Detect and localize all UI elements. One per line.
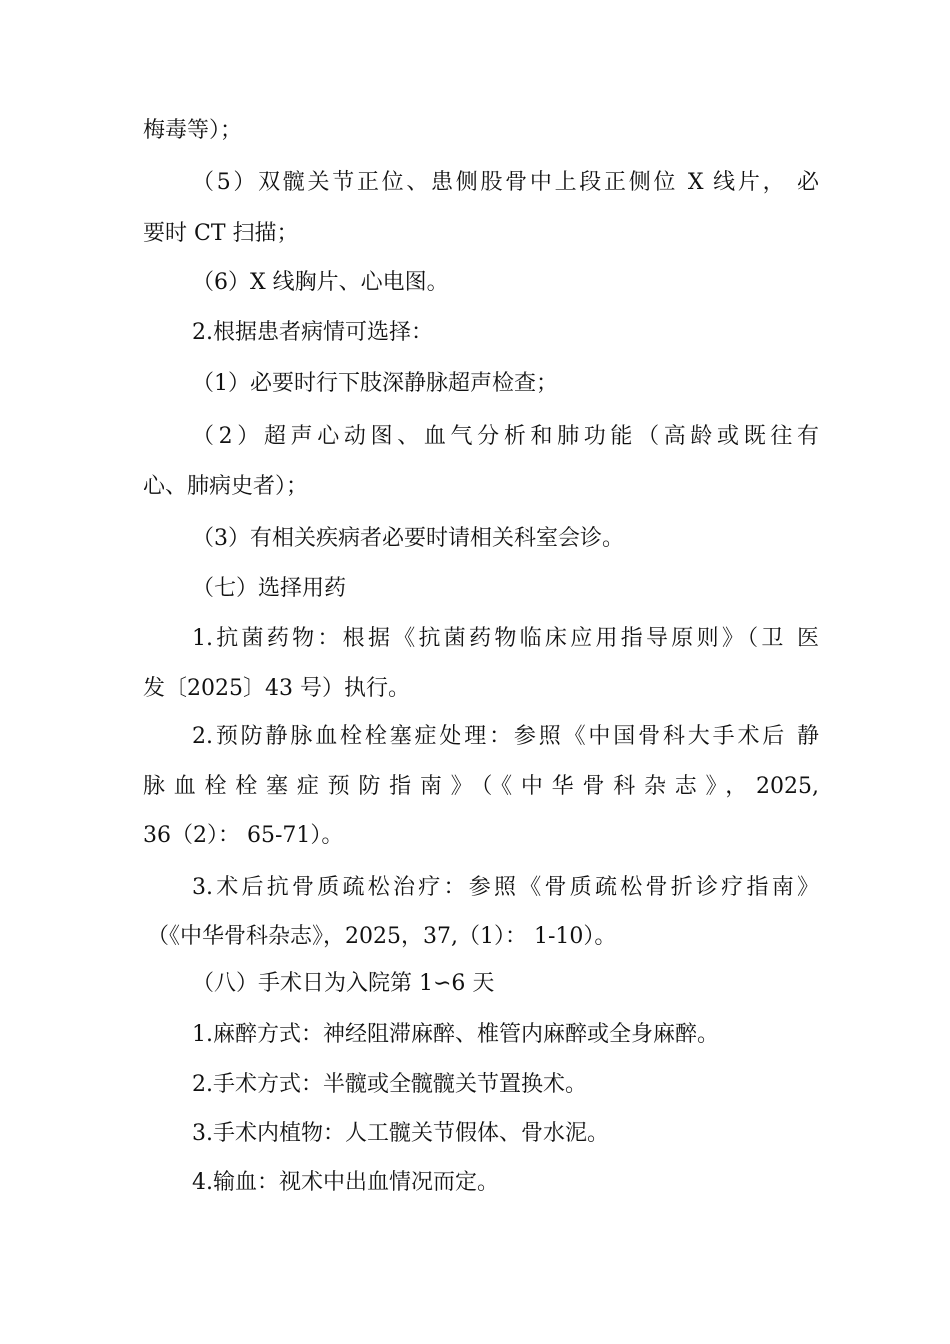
text-line: （《中华骨科杂志》，2025，37,（1）： 1-10）。 — [147, 924, 617, 949]
text-line: （3）有相关疾病者必要时请相关科室会诊。 — [192, 526, 624, 551]
text-line: 4.输血：视术中出血情况而定。 — [192, 1170, 499, 1195]
text-line: （1）必要时行下肢深静脉超声检查； — [192, 371, 558, 396]
text-line: 2.根据患者病情可选择： — [192, 320, 433, 345]
text-line: 2.手术方式：半髋或全髋髋关节置换术。 — [192, 1072, 587, 1097]
text-line: 3.手术内植物：人工髋关节假体、骨水泥。 — [192, 1121, 609, 1146]
text-line: 1.抗菌药物：根据《抗菌药物临床应用指导原则》（卫 医 — [192, 626, 819, 651]
text-line: （6）X 线胸片、心电图。 — [192, 270, 449, 295]
text-line: 梅毒等）； — [143, 118, 243, 143]
text-line: 36（2）： 65-71）。 — [143, 823, 344, 848]
text-line: 脉血栓栓塞症预防指南》（《中华骨科杂志》，2025, — [143, 774, 819, 799]
text-line: 3.术后抗骨质疏松治疗：参照《骨质疏松骨折诊疗指南》 — [192, 875, 819, 900]
text-line: 1.麻醉方式：神经阻滞麻醉、椎管内麻醉或全身麻醉。 — [192, 1022, 719, 1047]
text-line: 发〔2025〕43 号）执行。 — [143, 676, 410, 701]
text-line: 心、肺病史者）； — [143, 474, 309, 499]
text-line: 要时 CT 扫描； — [143, 221, 299, 246]
section-heading: （七）选择用药 — [192, 576, 347, 601]
text-line: （5）双髋关节正位、患侧股骨中上段正侧位 X 线片， 必 — [192, 170, 819, 195]
section-heading: （八）手术日为入院第 1∽6 天 — [192, 971, 495, 996]
text-line: 2.预防静脉血栓栓塞症处理：参照《中国骨科大手术后 静 — [192, 724, 819, 749]
text-line: （2）超声心动图、血气分析和肺功能（高龄或既往有 — [192, 424, 819, 449]
